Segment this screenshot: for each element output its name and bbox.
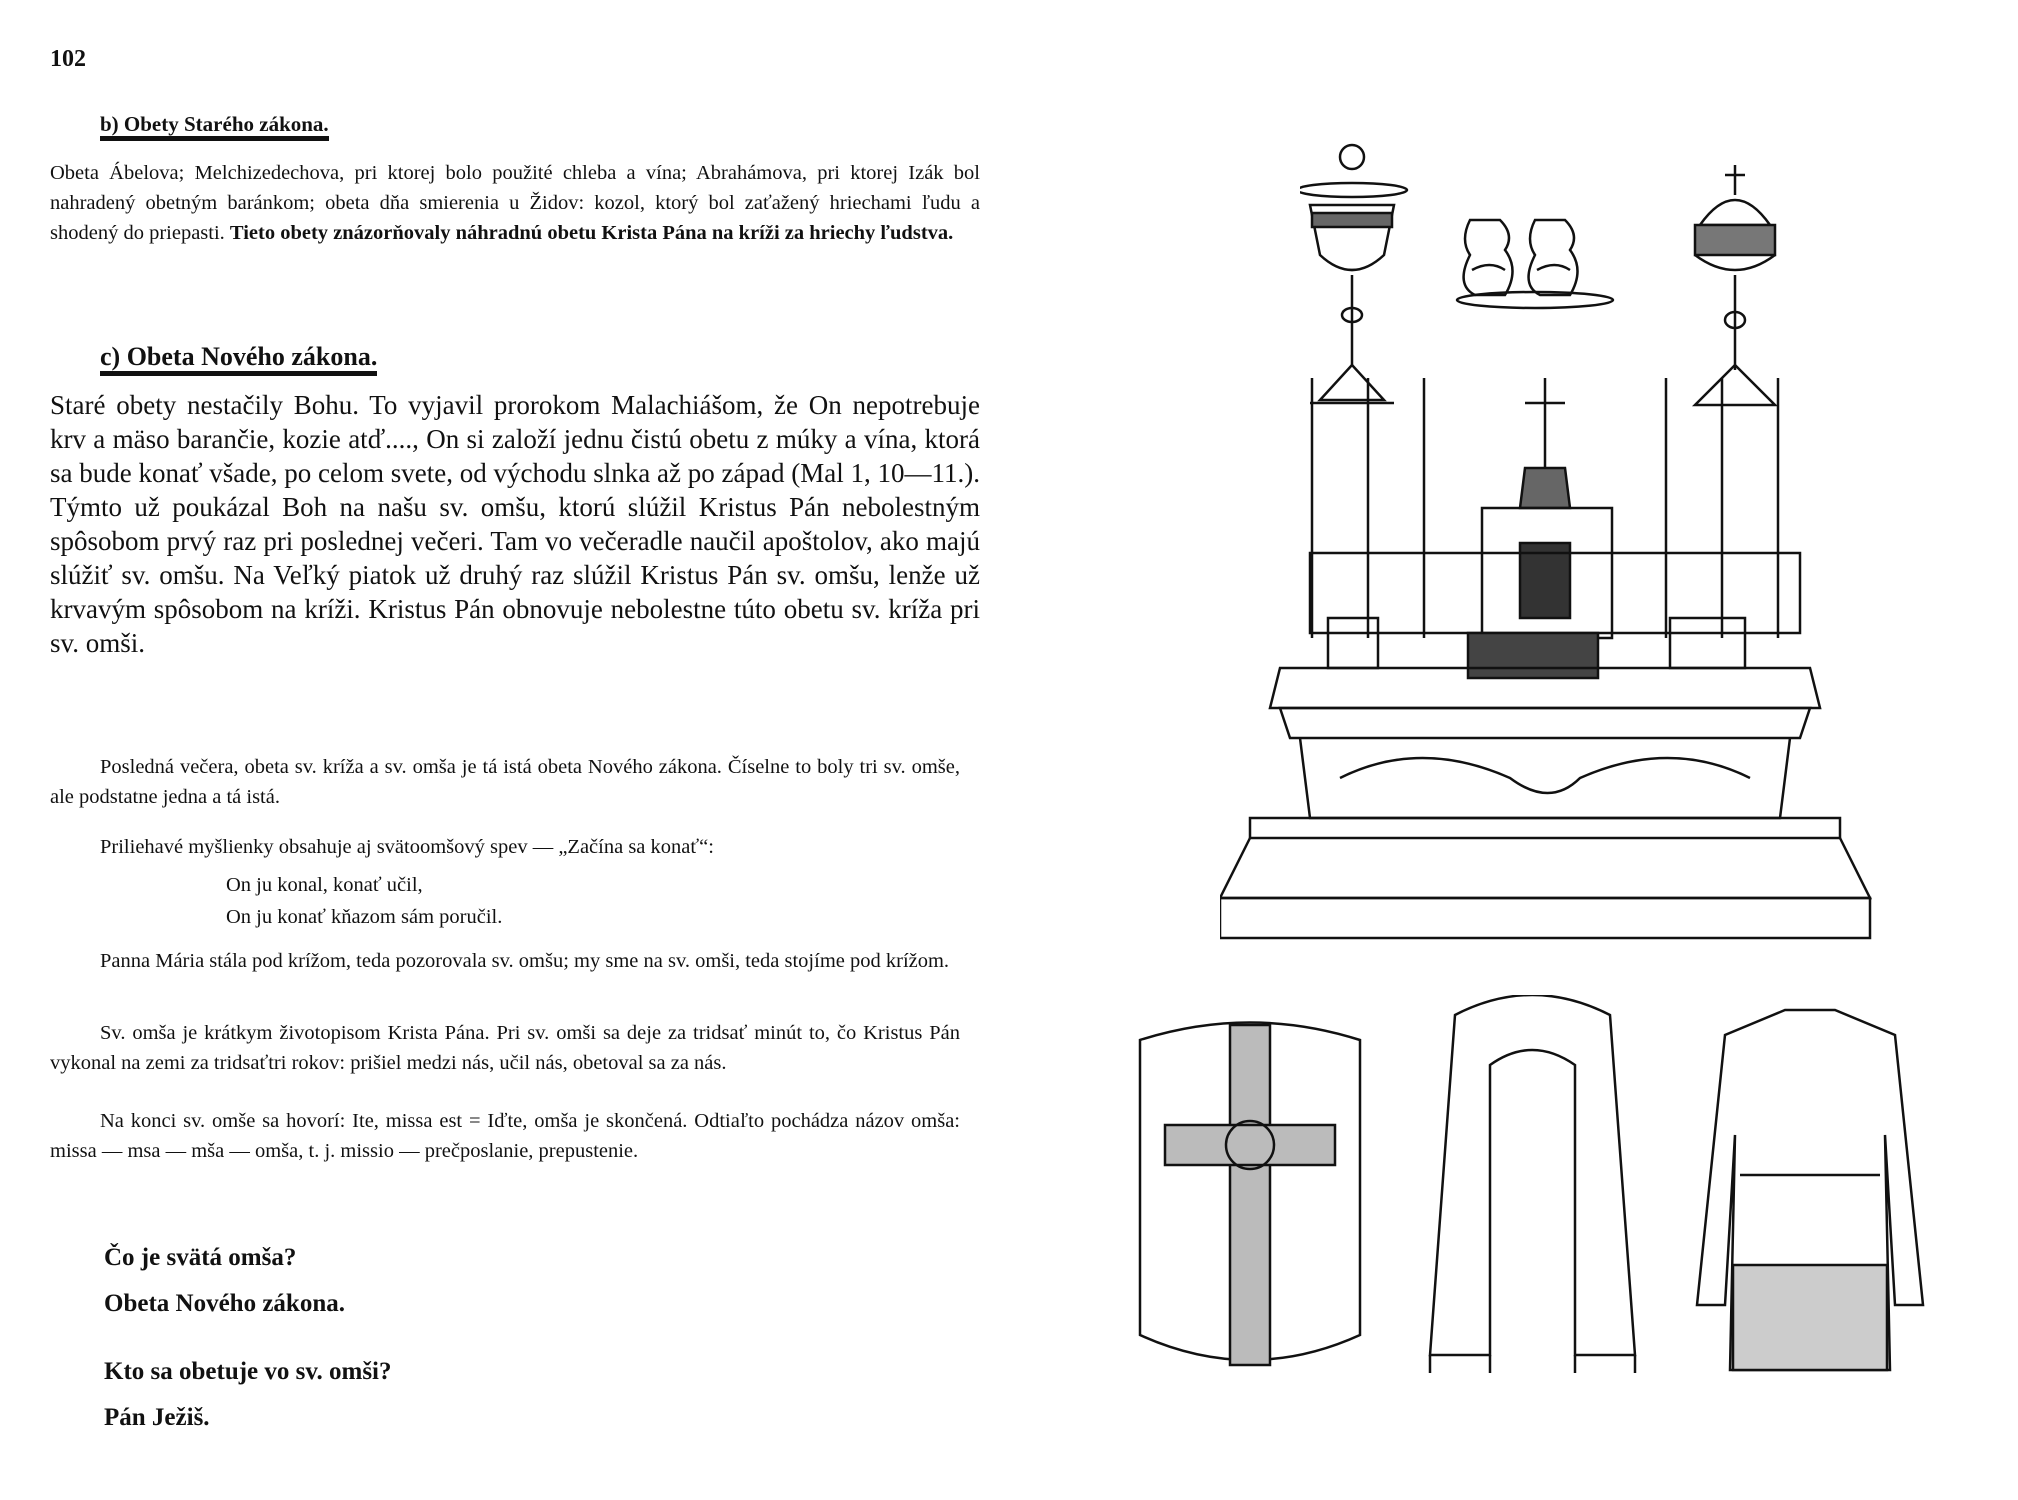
section-b-text — [50, 158, 980, 248]
question-2: Kto sa obetuje vo sv. omši? — [104, 1358, 392, 1385]
para-mary: Panna Mária stála pod krížom, teda pozorovala sv. omšu; my sme na sv. omši, teda stojíme pod krížom. — [100, 950, 950, 972]
answer-1: Obeta Nového zákona. — [104, 1290, 345, 1317]
section-c-main-text: Staré obety nestačily Bohu. To vyjavil prorokom Malachiášom, že On nepotrebuje krv a mäso barančie, kozie atď...., On si založí jednu čistú obetu z múky a vína, ktorá sa bude konať všade, po celom svete, od východu slnka až po západ (Mal 1, 10—11.). Týmto už poukázal Boh na našu sv. omšu, ktorú slúžil Kristus Pán nebolestným spôsobom prvý raz pri poslednej večeri. Tam vo večeradle naučil apoštolov, ako majú slúžiť sv. omšu. Na Veľký piatok už druhý raz slúžil Kristus Pán sv. omšu, lenže už krvavým spôsobom na kríži. Kristus Pán obnovuje nebolestne túto obetu sv. kríža pri sv. omši. — [50, 390, 980, 658]
page-number: 102 — [50, 46, 86, 72]
section-c-heading: c) Obeta Nového zákona. — [100, 342, 377, 372]
para-supper: Posledná večera, obeta sv. kríža a sv. omša je tá istá obeta Nového zákona. Číselne to boly tri sv. omše, ale podstatne jedna a tá istá. — [50, 756, 960, 808]
section-b-heading: b) Obety Starého zákona. — [100, 112, 329, 137]
para-song-intro: Priliehavé myšlienky obsahuje aj svätoomšový spev — „Začína sa konať“: — [100, 836, 714, 858]
question-1: Čo je svätá omša? — [104, 1244, 297, 1271]
section-b-bold: Tieto obety znázorňovaly náhradnú obetu Krista Pána na kríži za hriechy ľudstva. — [229, 222, 954, 244]
alb-illustration — [1695, 1005, 1925, 1375]
cruets-illustration — [1450, 210, 1620, 310]
verse-line-2: On ju konať kňazom sám poručil. — [226, 906, 503, 928]
chasuble-illustration — [1135, 1005, 1365, 1375]
answer-2: Pán Ježiš. — [104, 1404, 210, 1431]
para-life: Sv. omša je krátkym životopisom Krista Pána. Pri sv. omši sa deje za tridsať minút to, čo Kristus Pán vykonal na zemi za tridsaťtri rokov: prišiel medzi nás, učil nás, obetoval sa za nás. — [50, 1022, 960, 1074]
para-ite: Na konci sv. omše sa hovorí: Ite, missa est = Iďte, omša je skončená. Odtiaľto pochádza názov omša: missa — msa — mša — omša, t. j. missio — prečposlanie, prepustenie. — [50, 1110, 960, 1162]
verse-line-1: On ju konal, konať učil, — [226, 874, 423, 896]
altar-illustration — [1220, 378, 1880, 958]
chalice-illustration — [1300, 135, 1420, 415]
section-b-body: Obeta Ábelova; Melchizedechova, pri ktorej bolo použité chleba a vína; Abrahámova, pri ktorej Izák bol nahradený obetným baránkom; obeta dňa smierenia u Židov: kozol, ktorý bol zaťažený hriechami ľudu a shodený do priepasti. — [50, 162, 980, 244]
stole-illustration — [1425, 995, 1640, 1375]
